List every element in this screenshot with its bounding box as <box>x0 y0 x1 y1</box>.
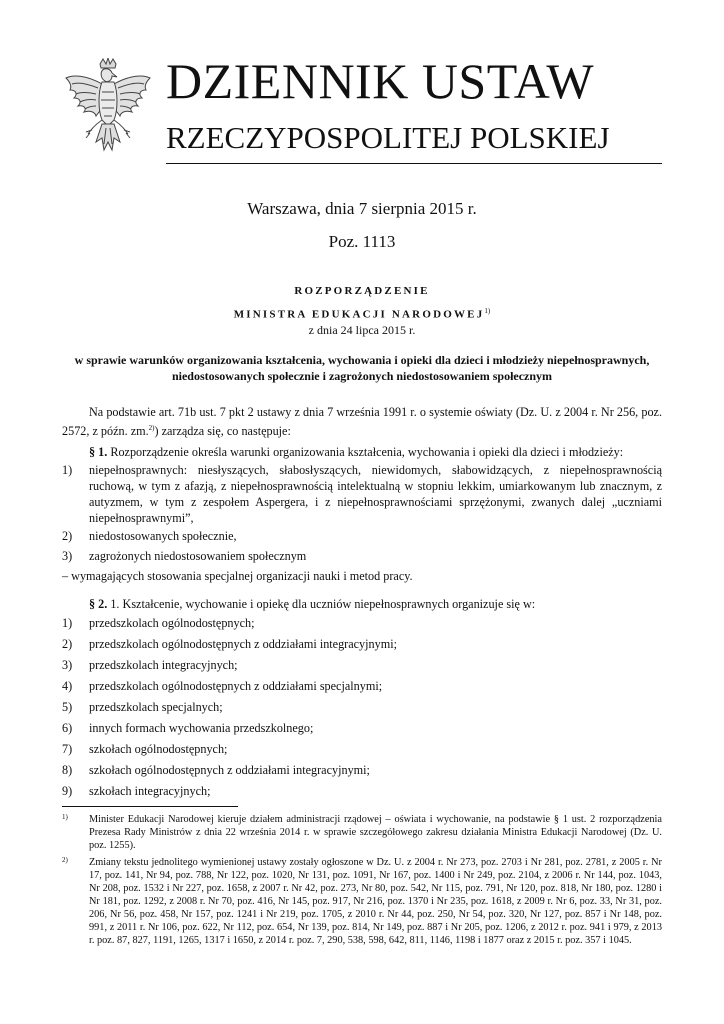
list-item-text: zagrożonych niedostosowaniem społecznym <box>89 549 307 563</box>
list-item-text: przedszkolach ogólnodostępnych z oddziałami integracyjnymi; <box>89 637 397 651</box>
place-date: Warszawa, dnia 7 sierpnia 2015 r. <box>247 199 477 218</box>
footnote-ref-1: 1) <box>484 307 491 315</box>
section-2-label: § 2. <box>89 597 108 611</box>
footnote-separator <box>62 806 238 807</box>
act-organ-name: MINISTRA EDUKACJI NARODOWEJ <box>233 308 485 321</box>
list-item-text: innych formach wychowania przedszkolnego; <box>89 721 314 735</box>
list-item-text: szkołach ogólnodostępnych; <box>89 742 228 756</box>
list-item-text: niepełnosprawnych: niesłyszących, słabosłyszących, niewidomych, słabowidzących, z niepełnosprawnością ruchową, w tym z afazją, z niepełnosprawnością intelektualną w stopniu lekkim, umiarkowanym lub znacznym, z autyzmem, w tym z zespołem Aspergera, i z niepełnosprawnościami sprzężonymi, zwanych dalej „uczniami niepełnosprawnymi”, <box>89 463 662 525</box>
section-2-text: 1. Kształcenie, wychowanie i opiekę dla uczniów niepełnosprawnych organizuje się w: <box>107 597 536 611</box>
footnote-text: Minister Edukacji Narodowej kieruje działem administracji rządowej – oświata i wychowanie, na podstawie § 1 ust. 2 rozporządzenia Prezesa Rady Ministrów z dnia 22 września 2014 r. w sprawie szczegółowego zakresu działania Ministra Edukacji Narodowej (Dz. U. poz. 1255). <box>89 814 662 851</box>
list-item-number: 2) <box>62 637 73 651</box>
list-item-number: 2) <box>62 529 73 543</box>
footnote-number: 2) <box>62 856 68 864</box>
list-item <box>62 657 662 673</box>
section-1-text: Rozporządzenie określa warunki organizowania kształcenia, wychowania i opieki dla dzieci i młodzieży: <box>107 445 624 459</box>
masthead-title: DZIENNIK USTAW <box>166 53 595 109</box>
list-item <box>62 528 662 544</box>
list-item-text: niedostosowanych społecznie, <box>89 529 237 543</box>
list-item-text: przedszkolach ogólnodostępnych z oddziałami specjalnymi; <box>89 679 383 693</box>
section-1-closing: – wymagających stosowania specjalnej organizacji nauki i metod pracy. <box>62 569 413 583</box>
list-item <box>62 678 662 694</box>
list-item <box>62 720 662 736</box>
footnote <box>62 813 662 852</box>
position-number: Poz. 1113 <box>328 232 396 251</box>
list-item <box>62 548 662 564</box>
list-item <box>62 783 662 799</box>
list-item-number: 3) <box>62 658 73 672</box>
list-item <box>62 762 662 778</box>
masthead-rule <box>166 163 662 164</box>
list-item <box>62 462 662 526</box>
list-item-text: przedszkolach ogólnodostępnych; <box>89 616 255 630</box>
act-date: z dnia 24 lipca 2015 r. <box>308 323 416 337</box>
list-item-text: przedszkolach specjalnych; <box>89 700 223 714</box>
footnote <box>62 856 662 947</box>
list-item-number: 8) <box>62 763 73 777</box>
list-item-number: 9) <box>62 784 73 798</box>
masthead-subtitle: RZECZYPOSPOLITEJ POLSKIEJ <box>166 120 610 155</box>
list-item-text: szkołach ogólnodostępnych z oddziałami integracyjnymi; <box>89 763 370 777</box>
preamble <box>62 404 662 439</box>
list-item <box>62 741 662 757</box>
footnote-ref-2: 2) <box>148 424 155 432</box>
list-item-text: przedszkolach integracyjnych; <box>89 658 238 672</box>
list-item-text: szkołach integracyjnych; <box>89 784 211 798</box>
act-subject: w sprawie warunków organizowania kształcenia, wychowania i opieki dla dzieci i młodzieży niepełnosprawnych, niedostosowanych społecznie i zagrożonych niedostosowaniem społecznym <box>74 353 650 383</box>
section-1-label: § 1. <box>89 445 108 459</box>
footnote-number: 1) <box>62 813 68 821</box>
preamble-text: Na podstawie art. 71b ust. 7 pkt 2 ustawy z dnia 7 września 1991 r. o systemie oświaty (Dz. U. z 2004 r. Nr 256, poz. 2572, z późn. zm. <box>62 405 662 439</box>
list-item <box>62 636 662 652</box>
list-item <box>62 615 662 631</box>
section-1 <box>62 444 662 460</box>
list-item-number: 7) <box>62 742 73 756</box>
list-item-number: 5) <box>62 700 73 714</box>
section-2 <box>62 596 662 612</box>
list-item-number: 1) <box>62 463 73 477</box>
list-item <box>62 699 662 715</box>
list-item-number: 1) <box>62 616 73 630</box>
act-organ <box>0 303 724 323</box>
polish-eagle-emblem-icon <box>62 58 154 158</box>
footnote-text: Zmiany tekstu jednolitego wymienionej ustawy zostały ogłoszone w Dz. U. z 2004 r. Nr 273, poz. 2703 i Nr 281, poz. 2781, z 2005 r. Nr 17, poz. 141, Nr 94, poz. 788, Nr 122, poz. 1020, Nr 131, poz. 1091, Nr 167, poz. 1400 i Nr 249, poz. 2104, z 2006 r. Nr 144, poz. 1043, Nr 208, poz. 1532 i Nr 227, poz. 1658, z 2007 r. Nr 42, poz. 273, Nr 80, poz. 542, Nr 115, poz. 791, Nr 120, poz. 818, Nr 180, poz. 1280 i Nr 181, poz. 1292, z 2008 r. Nr 70, poz. 416, Nr 145, poz. 917, Nr 216, poz. 1370 i Nr 235, poz. 1618, z 2009 r. Nr 6, poz. 33, Nr 31, poz. 206, Nr 56, poz. 458, Nr 157, poz. 1241 i Nr 219, poz. 1705, z 2010 r. Nr 44, poz. 250, Nr 54, poz. 320, Nr 127, poz. 857 i Nr 148, poz. 991, z 2011 r. Nr 106, poz. 622, Nr 112, poz. 654, Nr 139, poz. 814, Nr 149, poz. 887 i Nr 205, poz. 1206, z 2012 r. poz. 941 i 979, z 2013 r. poz. 87, 827, 1191, 1265, 1317 i 1650, z 2014 r. poz. 7, 290, 538, 598, 642, 811, 1146, 1198 i 1877 oraz z 2015 r. poz. 357 i 1045. <box>89 857 662 946</box>
list-item-number: 4) <box>62 679 73 693</box>
act-type: ROZPORZĄDZENIE <box>294 285 430 297</box>
list-item-number: 3) <box>62 549 73 563</box>
preamble-text-end: ) zarządza się, co następuje: <box>154 424 291 439</box>
list-item-number: 6) <box>62 721 73 735</box>
